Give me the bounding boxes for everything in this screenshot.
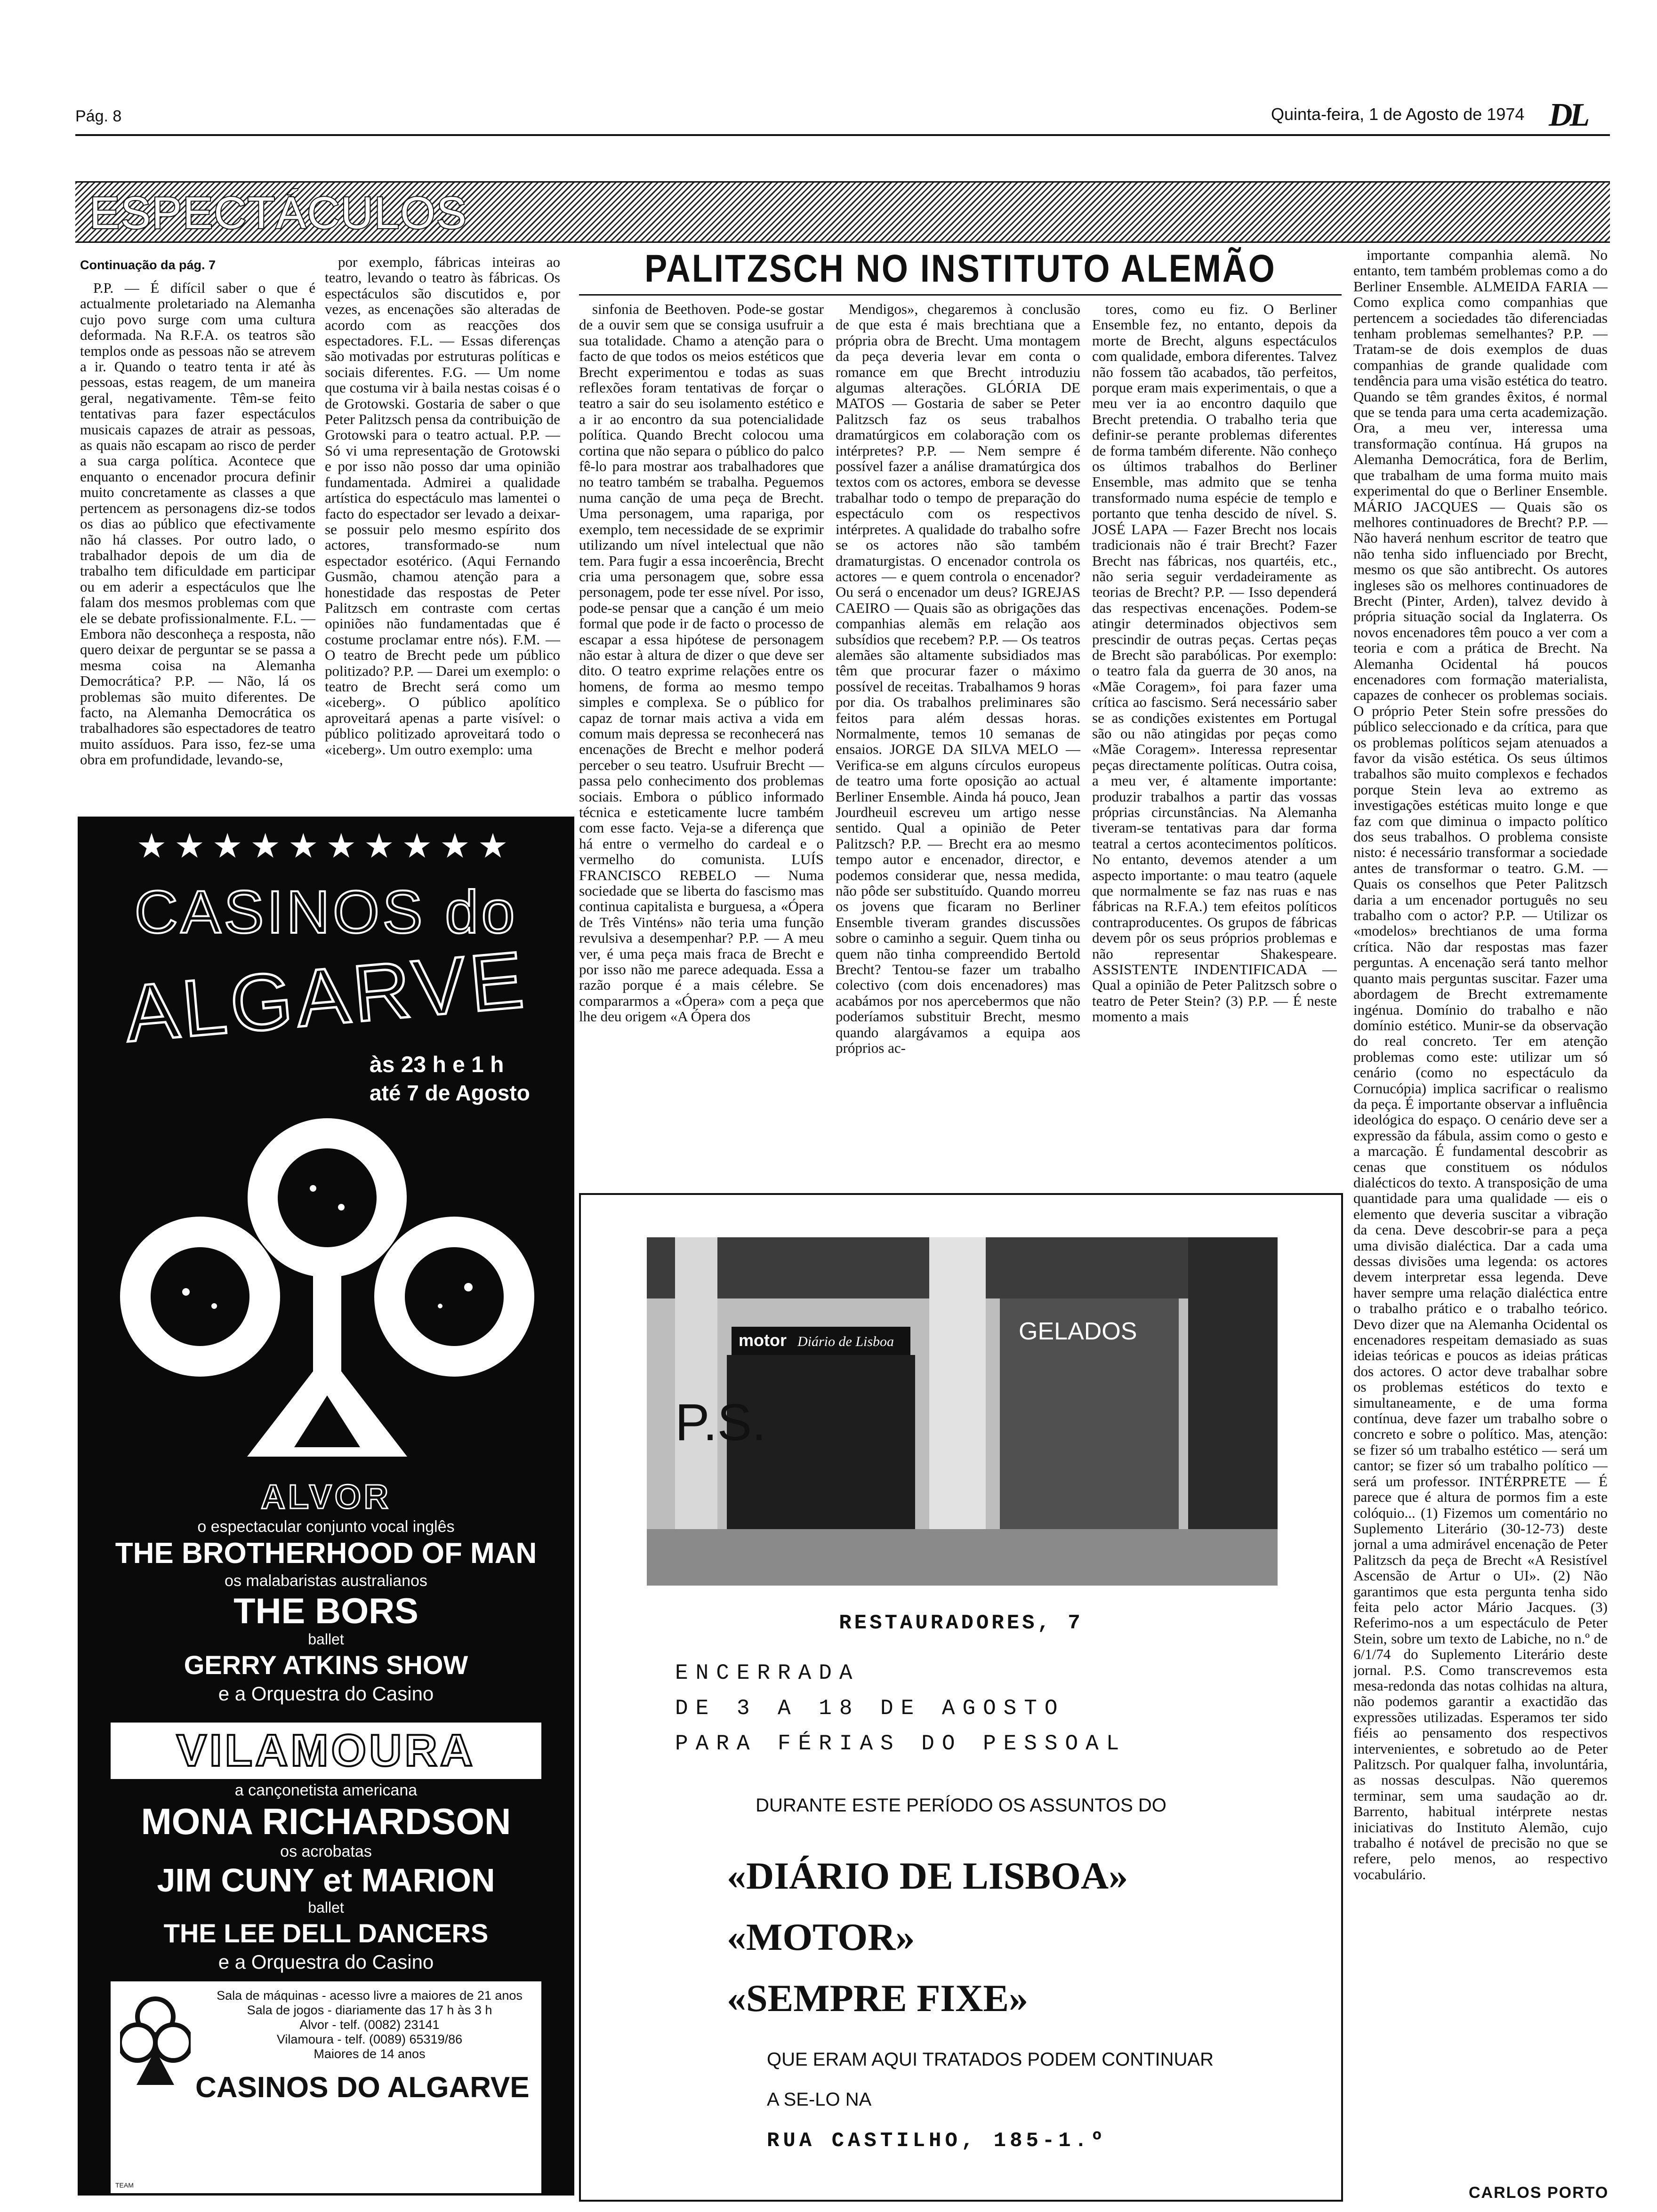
page-number: Pág. 8 [75,107,122,125]
casinos-title: CASINOS do [134,879,518,946]
diario-sign: Diário de Lisboa [797,1334,894,1349]
notice-closed-2: DE 3 A 18 DE AGOSTO [675,1696,1065,1721]
vilamoura-line-3: ballet [308,1899,344,1916]
column-text: tores, como eu fiz. O Berliner Ensemble fez, no entanto, depois da morte de Brecht, alguns espectáculos com qualidade, embora diferentes. Talvez não fossem tão acabados, tão perfeitos, porque eram mais experimentais, o que a meu ver ia ao encontro daquilo que Brecht pretendia. O trabalho teria que definir-se perante problemas diferentes de forma também diferente. Não conheço os últimos trabalhos do Berliner Ensemble, mas admito que se tenha transformado numa espécie de templo e portanto que tenha descido de nível. S. JOSÉ LAPA — Fazer Brecht nos locais tradicionais não é trair Brecht? Fazer Brecht nas fábricas, nos quartéis, etc., não seria seguir verdadeiramente as teorias de Brecht? P.P. — Isso dependerá das respectivas encenações. Podem-se atingir determinados objectivos sem prescindir de outras peças. Certas peças de Brecht são parabólicas. Por exemplo: o teatro fala da guerra de 30 anos, na «Mãe Coragem», foi para fazer uma crítica ao fascismo. Será necessário saber se as condições existentes em Portugal são ou não atingidas por peças como «Mãe Coragem». Interessa representar peças directamente políticas. Outra coisa, a meu ver, é altamente importante: produzir trabalhos a partir das vossas próprias circunstâncias. Na Alemanha tiveram-se tentativas para dar forma teatral a certos acontecimentos políticos. No entanto, devemos atender a um aspecto importante: o mau teatro (aquele que normalmente se faz nas ruas e nas fábricas na R.F.A.) tem efeitos políticos contraproducentes. Os grupos de fábricas devem pôr os seus próprios problemas e não representar Shakespeare. ASSISTENTE INDENTIFICADA — Qual a opinião de Peter Palitzsch sobre o teatro de Peter Stein? (3) P.P. — É neste momento a mais [1092,301,1337,1025]
info-line-4: Vilamoura - telf. (0089) 65319/86 [276,2032,463,2046]
motor-sign: motor [739,1330,787,1350]
vilamoura-line-2: os acrobatas [280,1843,372,1860]
notice-during: DURANTE ESTE PERÍODO OS ASSUNTOS DO [756,1795,1166,1816]
alvor-act-2: THE BORS [233,1591,418,1631]
article-headline: PALITZSCH NO INSTITUTO ALEMÃO [644,247,1276,290]
alvor-act-3: GERRY ATKINS SHOW [184,1650,468,1680]
byline: CARLOS PORTO [1469,2184,1609,2202]
show-hours: às 23 h e 1 h [370,1052,504,1077]
column-text: P.P. — É difícil saber o que é actualmente proletariado na Alemanha cujo povo surge com uma cultura deformada. Na R.F.A. os teatros são templos onde as pessoas não se atrevem a ir. Quando o teatro tenta ir até às pessoas, estas reagem, de um maneira geral, negativamente. Têm-se feito tentativas para fazer espectáculos musicais capazes de atrair as pessoas, as quais não escapam ao risco de perder a sua carga política. Acontece que enquanto o encenador procura definir muito concretamente as classes a que pertencem as personagens diz-se todos os dias ao público que efectivamente não há classes. Por outro lado, o trabalhador depois de um dia de trabalho tem dificuldade em participar ou em aderir a espectáculos que lhe falam dos mesmos problemas com que ele se debate profissionalmente. F.L. — Embora não desconheça a resposta, não quero deixar de perguntar se se passa a mesma coisa na Alemanha Democrática? P.P. — Não, lá os problemas são muito diferentes. De facto, na Alemanha Democrática os trabalhadores são espectadores de teatro muito assíduos. Para isso, fez-se uma obra em profundidade, levando-se, [80,280,315,768]
publication-diario: «DIÁRIO DE LISBOA» [727,1854,1128,1897]
article-column-5 [1092,301,1337,1186]
info-line-3: Alvor - telf. (0082) 23141 [299,2018,440,2032]
notice-closed-1: ENCERRADA [675,1661,860,1685]
notice-continue-1: QUE ERAM AQUI TRATADOS PODEM CONTINUAR [767,2049,1214,2070]
stars-decoration: ★★★★★★★★★★ [136,827,516,865]
club-symbol-illustration [92,1108,563,1466]
storefront-photo [647,1237,1278,1586]
casino-info [200,1988,539,2061]
article-column-4 [836,301,1080,1186]
closure-notice [579,1193,1343,2202]
article-column-3 [579,301,824,1186]
casino-brand: CASINOS DO ALGARVE [195,2071,530,2104]
vilamoura-act-1: MONA RICHARDSON [141,1801,511,1842]
article-column-6 [1353,247,1608,2174]
alvor-title: ALVOR [261,1478,391,1516]
column-text: sinfonia de Beethoven. Pode-se gostar de a ouvir sem que se consiga usufruir a sua totalidade. Chamo a atenção para o facto de que todos os meios estéticos que Brecht experimentou e todas as suas reflexões foram tentativas de forçar o teatro a sair do seu isolamento estético e a ir ao encontro da sua potencialidade política. Quando Brecht colocou uma cortina que não separa o público do palco fê-lo para mostrar aos trabalhadores que no teatro também se trabalha. Peguemos numa canção de uma peça de Brecht. Uma personagem, uma rapariga, por exemplo, tem necessidade de se exprimir utilizando um nível intelectual que não tem. Para fugir a essa incoerência, Brecht cria uma personagem que, sobre essa personagem, pode ter esse nível. Por isso, pode-se pensar que a canção é um meio formal que pode ir de facto o processo de escapar a essa hipótese de personagem não estar à altura de dizer o que deve ser dito. O teatro exprime relações entre os homens, de forma ao mesmo tempo simples e complexa. Se o público for capaz de tornar mais activa a vida em comum mais depressa se reconhecerá nas encenações de Brecht e melhor poderá perceber o seu teatro. Usufruir Brecht — passa pelo conhecimento dos problemas sociais. Embora o público informado técnica e esteticamente lucre também com esse facto. Veja-se a diferença que há entre o vermelho do cardeal e o vermelho do comunista. LUÍS FRANCISCO REBELO — Numa sociedade que se liberta do fascismo mas continua capitalista e burguesa, a «Ópera de Três Vinténs» não teria uma função revulsiva a desempenhar? P.P. — A meu ver, é uma peça mais fraca de Brecht e por isso não me parece adequada. Essa a razão porque é a mais célebre. Se compararmos a «Ópera» com a peça que lhe deu origem «A Ópera dos [579,301,824,1025]
publication-sempre-fixe: «SEMPRE FIXE» [727,1977,1029,2020]
headline-rule [579,294,1342,296]
column-text: por exemplo, fábricas inteiras ao teatro, levando o teatro às fábricas. Os espectáculos são discutidos e, por vezes, as encenações são alteradas de acordo com as reacções dos espectadores. F.L. — Essas diferenças são motivadas por estruturas políticas e sociais diferentes. F.G. — Um nome que costuma vir à baila nestas coisas é o de Grotowski. Gostaria de saber o que Peter Palitzsch pensa da contribuição de Grotowski para o teatro actual. P.P. — Só vi uma representação de Grotowski e por isso não posso dar uma opinião fundamentada. Admirei a qualidade artística do espectáculo mas lamentei o facto do espectador ser levado a deixar-se possuir pelo mesmo espírito dos actores, transformado-se num espectador esotérico. (Aqui Fernando Gusmão, chamou atenção para a honestidade das respostas de Peter Palitzsch em contraste com certas opiniões não fundamentadas que é costume proclamar entre nós). F.M. — O teatro de Brecht pede um público politizado? P.P. — Darei um exemplo: o teatro de Brecht será como um «iceberg». O público apolítico aproveitará apenas a parte visível: o público politizado aproveitará todo o «iceberg». Um outro exemplo: uma [325,254,560,758]
newspaper-logo: DL [1549,97,1587,133]
column-text: importante companhia alemã. No entanto, tem também problemas como a do Berliner Ensemble. ALMEIDA FARIA — Como explica como companhias que pertencem a sociedades tão diferenciadas tenham problemas semelhantes? P.P. — Tratam-se de dois exemplos de duas companhias de grande qualidade com tendência para uma visão estética do teatro. Quando se têm grandes êxitos, é normal que se tenda para uma certa academização. Ora, a meu ver, interessa uma transformação contínua. Há grupos na Alemanha Democrática, fora de Berlim, que trabalham de uma forma muito mais experimental do que o Berliner Ensemble. MÁRIO JACQUES — Quais são os melhores continuadores de Brecht? P.P. — Não haverá nenhum escritor de teatro que não tenha sido influenciado por Brecht, mesmo os que são antibrecht. Os autores ingleses são os melhores continuadores de Brecht (Pinter, Arden), talvez devido à própria situação social da Inglaterra. Os novos encenadores têm pouco a ver com a teoria e com a prática de Brecht. Na Alemanha Ocidental há poucos encenadores com formação materialista, capazes de conhecer os problemas sociais. O próprio Peter Stein sofre pressões do público seleccionado e da crítica, para que os problemas políticos sejam atenuados a favor da visão estética. Os seus últimos trabalhos são muito complexos e fechados porque Stein leva ao extremo as investigações estéticas muito longe e que faz com que diminua o impacto político dos seus trabalhos. O problema consiste nisto: é necessário transformar a sociedade antes de transformar o teatro. G.M. — Quais os conselhos que Peter Palitzsch daria a um encenador português no seu trabalho com o actor? P.P. — Utilizar os «modelos» brechtianos de uma forma crítica. Não dar respostas mas fazer perguntas. A encenação será tanto melhor quanto mais perguntas suscitar. Fazer uma abordagem de Brecht extremamente ingénua. Domínio do trabalho e não domínio estético. Munir-se da observação do real concreto. Ter em atenção problemas como este: utilizar um só cenário (como no espectáculo da Cornucópia) implica sacrificar o realismo da peça. É importante observar a influência ideológica do espaço. O cenário deve ser a expressão da fábula, assim como o gesto e a marcação. É fundamental descobrir as cenas que constituem os nódulos dialécticos do texto. A transposição de uma quantidade para uma qualidade — eis o elemento que deveria suscitar a vibração da cena. Deve descobrir-se para a peça uma divisão dialéctica. Dar a cada uma dessas divisões uma legenda: os actores devem interpretar essa legenda. Deve haver sempre uma relação dialéctica entre o trabalho prático e o trabalho teórico. Devo dizer que na Alemanha Ocidental os encenadores respeitam demasiado as suas ideias teóricas e poucos as ideias práticas dos actores. O actor deve trabalhar sobre os problemas estéticos do texto e simultaneamente, e de uma forma contínua, deve fazer um trabalho sobre o concreto e sobre o político. Mas, atenção: se fizer só um trabalho estético — será um cantor; se fizer só um trabalho político — será um professor. INTÉRPRETE — É parece que é altura de pormos fim a este colóquio... (1) Fizemos um comentário no Suplemento Literário (30-12-73) deste jornal a uma admirável encenação de Peter Palitzsch da peça de Brecht «A Resistível Ascensão de Artur o UI». (2) Não garantimos que esta pergunta tenha sido feita pelo actor Mário Jacques. (3) Referimo-nos a um espectáculo de Peter Stein, sobre um texto de Labiche, no n.º de 6/1/74 do Suplemento Literário deste jornal. P.S. Como transcrevemos esta mesa-redonda das notas colhidas na altura, não podemos garantir a exactidão das expressões utilizadas. Esperamos ter sido fiéis ao pensamento dos respectivos intervenientes, e sobretudo ao de Peter Palitzsch. Por qualquer falha, involuntária, as nossas desculpas. Não queremos terminar, sem uma saudação ao dr. Barrento, habitual intérprete nestas iniciativas do Instituto Alemão, cujo trabalho é notável de precisão no que se refere, pelo menos, ao respectivo vocabulário. [1353,247,1608,1883]
notice-closed-3: PARA FÉRIAS DO PESSOAL [675,1731,1127,1756]
vilamoura-line-4: e a Orquestra do Casino [218,1951,434,1973]
alvor-line-2: os malabaristas australianos [225,1572,427,1590]
alvor-heading-box [111,1478,541,1516]
gelados-sign: GELADOS [1019,1318,1137,1345]
show-until: até 7 de Agosto [370,1081,530,1105]
alvor-line-4: e a Orquestra do Casino [218,1683,434,1705]
publication-motor: «MOTOR» [727,1915,915,1958]
vilamoura-title: VILAMOURA [176,1725,476,1776]
alvor-act-1: THE BROTHERHOOD OF MAN [115,1537,537,1570]
agency-mark: TEAM [115,2181,134,2189]
issue-date: Quinta-feira, 1 de Agosto de 1974 [1271,104,1525,124]
algarve-title: ALGARVE [121,935,531,1059]
vilamoura-line-1: a cançonetista americana [234,1781,418,1799]
article-column-2 [325,254,560,802]
continuation-note: Continuação da pág. 7 [80,258,216,272]
alvor-line-1: o espectacular conjunto vocal inglês [197,1518,455,1536]
notice-new-address: RUA CASTILHO, 185-1.º [767,2129,1107,2153]
notice-continue-2: A SE-LO NA [767,2089,872,2110]
casino-advertisement [78,817,574,2196]
club-logo-icon [120,1993,191,2087]
vilamoura-act-3: THE LEE DELL DANCERS [163,1918,489,1948]
info-line-5: Maiores de 14 anos [314,2047,426,2061]
graffiti-text: P.S. [675,1394,766,1451]
notice-address: RESTAURADORES, 7 [839,1611,1083,1635]
section-banner [75,181,1610,243]
vilamoura-act-2: JIM CUNY et MARION [157,1862,495,1899]
section-title: ESPECTÁCULOS [89,188,467,238]
article-column-1 [80,280,315,802]
column-text: Mendigos», chegaremos à conclusão de que esta é mais brechtiana que a própria obra de Brecht. Uma montagem da peça deveria levar em conta o romance em que Brecht introduziu algumas alterações. GLÓRIA DE MATOS — Gostaria de saber se Peter Palitzsch faz os seus trabalhos dramatúrgicos em colaboração com os intérpretes? P.P. — Nem sempre é possível fazer a análise dramatúrgica dos textos com os actores, embora se devesse trabalhar todo o tempo de preparação do espectáculo com os respectivos intérpretes. A qualidade do trabalho sofre se os actores não são também dramaturgistas. O encenador controla os actores — e quem controla o encenador? Ou será o encenador um deus? IGREJAS CAEIRO — Quais são as obrigações das companhias alemãs em relação aos subsídios que recebem? P.P. — Os teatros alemães são altamente subsidiados mas têm que procurar fazer o máximo possível de receitas. Trabalhamos 9 horas por dia. Os trabalhos preliminares são feitos para além dessas horas. Normalmente, temos 10 semanas de ensaios. JORGE DA SILVA MELO — Verifica-se em alguns círculos europeus de teatro uma forte oposição ao actual Berliner Ensemble. Ainda há pouco, Jean Jourdheuil escreveu um artigo nesse sentido. Qual a opinião de Peter Palitzsch? P.P. — Brecht era ao mesmo tempo autor e encenador, director, e podemos considerar que, nessa medida, não pôde ser substituído. Quando morreu os jovens que ficaram no Berliner Ensemble tiveram grandes discussões sobre o caminho a seguir. Quem tinha ou quem não tinha compreendido Bertold Brecht? Tentou-se fazer um trabalho colectivo (com dois encenadores) mas acabámos por nos apercebermos que não poderíamos substituir Brecht, mesmo quando alargávamos a equipa aos próprios ac- [836,301,1080,1057]
info-line-2: Sala de jogos - diariamente das 17 h às 3 h [247,2003,492,2017]
header-rule [75,134,1610,136]
info-line-1: Sala de máquinas - acesso livre a maiores de 21 anos [217,1988,523,2003]
alvor-line-3: ballet [308,1631,344,1648]
